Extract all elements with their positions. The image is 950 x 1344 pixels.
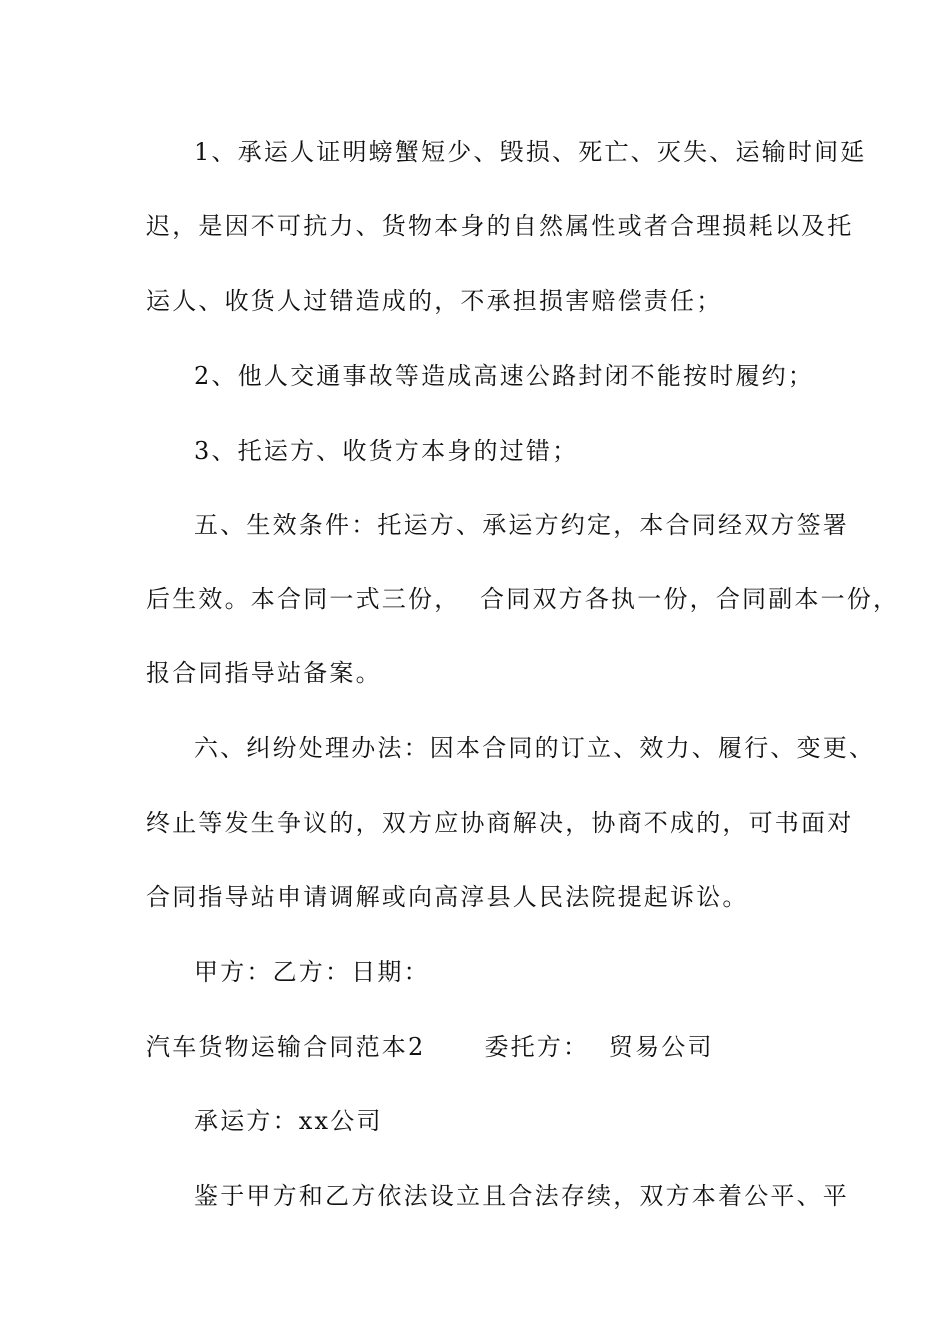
paragraph-line: 六、纠纷处理办法：因本合同的订立、效力、履行、变更、 <box>194 734 876 762</box>
paragraph-line: 后生效。本合同一式三份， 合同双方各执一份，合同副本一份， <box>146 585 900 613</box>
paragraph-line: 鉴于甲方和乙方依法设立且合法存续，双方本着公平、平 <box>194 1182 849 1210</box>
paragraph-line: 3、托运方、收货方本身的过错； <box>194 437 579 465</box>
paragraph-line: 报合同指导站备案。 <box>146 659 382 687</box>
section-title-line: 汽车货物运输合同范本2 委托方： 贸易公司 <box>146 1033 714 1061</box>
paragraph-line: 合同指导站申请调解或向高淳县人民法院提起诉讼。 <box>146 883 749 911</box>
paragraph-line: 迟，是因不可抗力、货物本身的自然属性或者合理损耗以及托 <box>146 212 854 240</box>
paragraph-line: 五、生效条件：托运方、承运方约定，本合同经双方签署 <box>194 511 849 539</box>
paragraph-line: 运人、收货人过错造成的，不承担损害赔偿责任； <box>146 287 723 315</box>
paragraph-line: 1、承运人证明螃蟹短少、毁损、死亡、灭失、运输时间延 <box>194 138 867 166</box>
paragraph-line: 终止等发生争议的，双方应协商解决，协商不成的，可书面对 <box>146 809 854 837</box>
paragraph-line: 承运方：xx公司 <box>194 1107 383 1135</box>
paragraph-line: 2、他人交通事故等造成高速公路封闭不能按时履约； <box>194 362 815 390</box>
signature-line: 甲方：乙方：日期： <box>194 958 430 986</box>
